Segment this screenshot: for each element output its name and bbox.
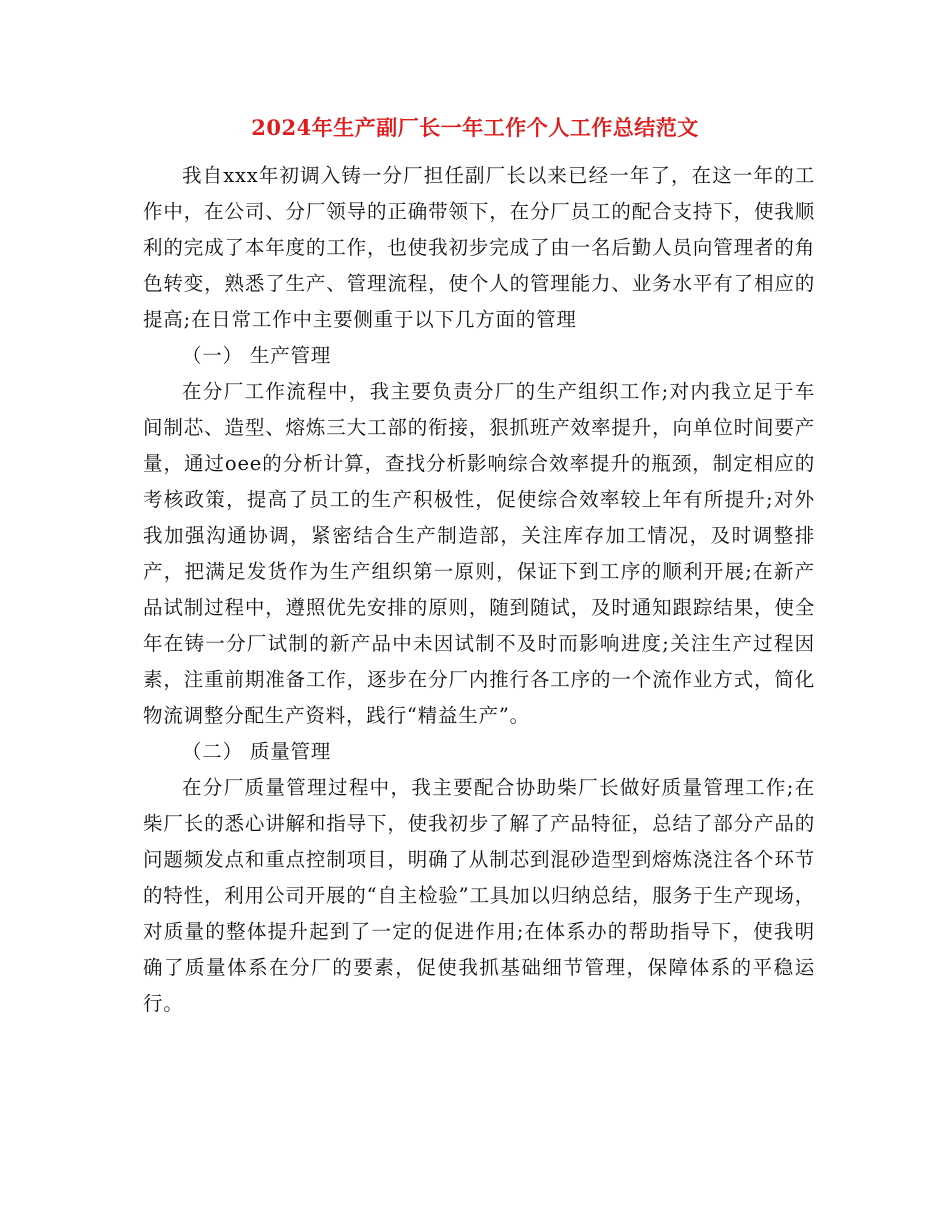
section-heading-production: （一） 生产管理: [182, 344, 332, 367]
intro-paragraph: 我自xxx年初调入铸一分厂担任副厂长以来已经一年了，在这一年的工作中，在公司、分厂领导的正确带领下，在分厂员工的配合支持下，使我顺利的完成了本年度的工作，也使我初步完成了由一名后勤人员向管理者的角色转变，熟悉了生产、管理流程，使个人的管理能力、业务水平有了相应的提高;在日常工作中主要侧重于以下几方面的管理: [143, 164, 815, 331]
section-body-quality: 在分厂质量管理过程中，我主要配合协助柴厂长做好质量管理工作;在柴厂长的悉心讲解和指导下，使我初步了解了产品特征，总结了部分产品的问题频发点和重点控制项目，明确了从制芯到混砂造型到熔炼浇注各个环节的特性，利用公司开展的“自主检验”工具加以归纳总结，服务于生产现场，对质量的整体提升起到了一定的促进作用;在体系办的帮助指导下，使我明确了质量体系在分厂的要素，促使我抓基础细节管理，保障体系的平稳运行。: [143, 776, 815, 1015]
document-title: 2024年生产副厂长一年工作个人工作总结范文: [251, 115, 699, 140]
section-body-production: 在分厂工作流程中，我主要负责分厂的生产组织工作;对内我立足于车间制芯、造型、熔炼三大工部的衔接，狠抓班产效率提升，向单位时间要产量，通过oee的分析计算，查找分析影响综合效率提升的瓶颈，制定相应的考核政策，提高了员工的生产积极性，促使综合效率较上年有所提升;对外我加强沟通协调，紧密结合生产制造部，关注库存加工情况，及时调整排产，把满足发货作为生产组织第一原则，保证下到工序的顺利开展;在新产品试制过程中，遵照优先安排的原则，随到随试，及时通知跟踪结果，使全年在铸一分厂试制的新产品中未因试制不及时而影响进度;关注生产过程因素，注重前期准备工作，逐步在分厂内推行各工序的一个流作业方式，简化物流调整分配生产资料，践行“精益生产”。: [143, 380, 815, 727]
section-heading-quality: （二） 质量管理: [182, 740, 332, 763]
document-body: [143, 158, 815, 1022]
